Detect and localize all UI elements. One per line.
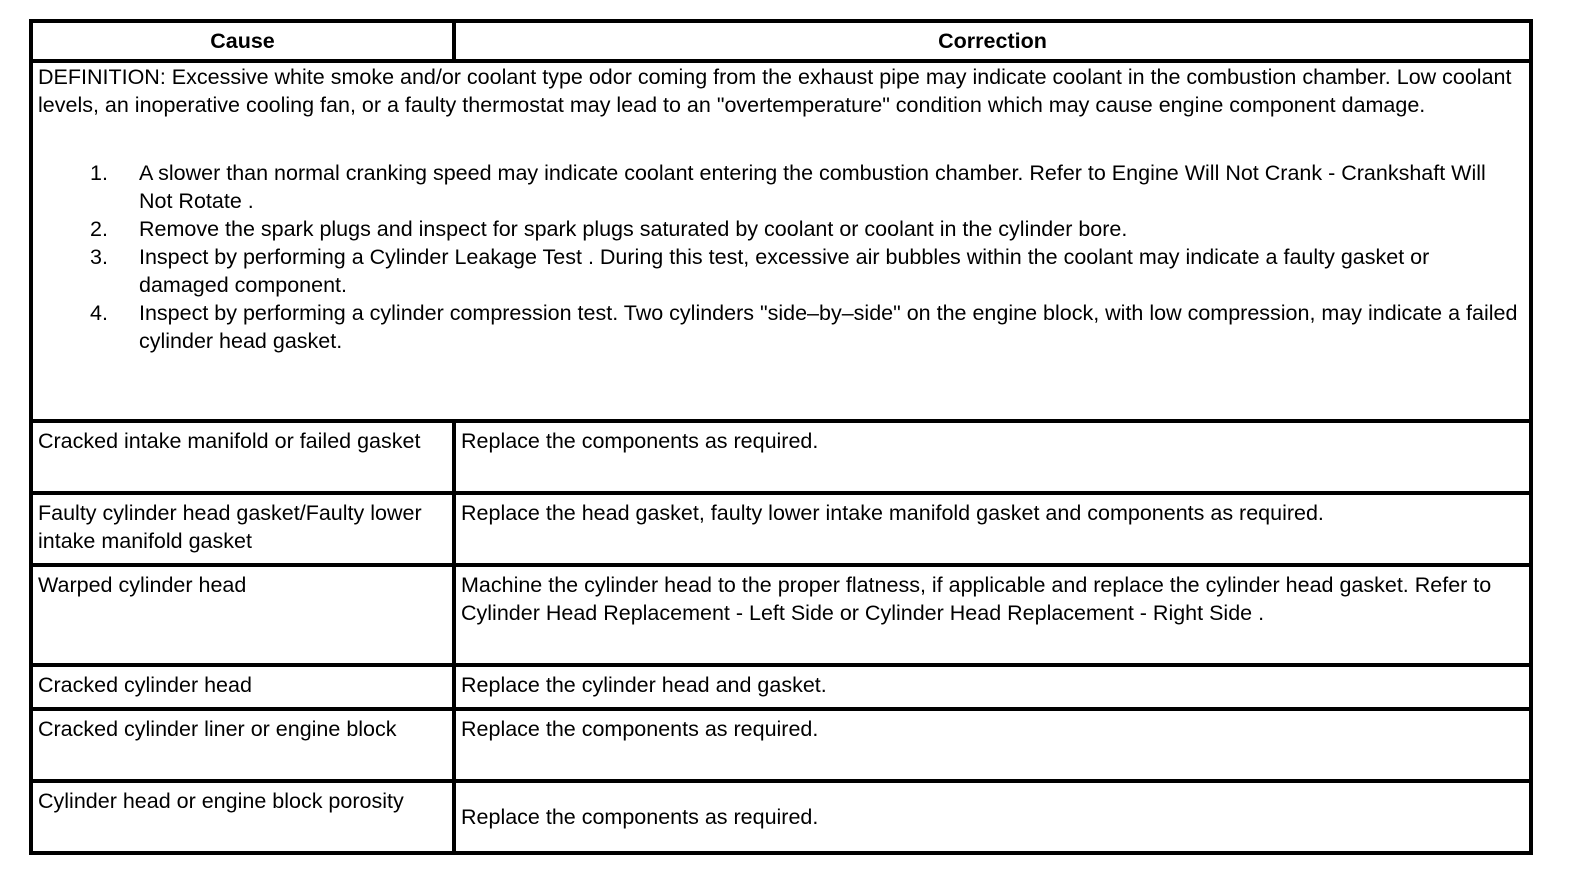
table-row [31, 421, 1531, 493]
step-number: 3. [90, 245, 108, 269]
step-item [38, 159, 1523, 215]
step-text: Remove the spark plugs and inspect for spark plugs saturated by coolant or coolant in the cylinder bore. [139, 217, 1128, 241]
cause-cell: Cylinder head or engine block porosity [31, 781, 454, 853]
table-row [31, 565, 1531, 665]
cause-cell: Cracked intake manifold or failed gasket [31, 421, 454, 493]
cause-cell: Warped cylinder head [31, 565, 454, 665]
step-item [38, 215, 1523, 243]
correction-cell: Replace the components as required. [454, 781, 1531, 853]
cause-cell: Cracked cylinder liner or engine block [31, 709, 454, 781]
step-text: Inspect by performing a cylinder compression test. Two cylinders "side–by–side" on the engine block, with low compression, may indicate a failed cylinder head gasket. [139, 301, 1518, 353]
table-row [31, 709, 1531, 781]
step-text: Inspect by performing a Cylinder Leakage Test . During this test, excessive air bubbles within the coolant may indicate a faulty gasket or damaged component. [139, 245, 1430, 297]
correction-cell: Replace the components as required. [454, 709, 1531, 781]
definition-cell [31, 61, 1531, 421]
correction-cell: Machine the cylinder head to the proper flatness, if applicable and replace the cylinder head gasket. Refer to Cylinder Head Replacement - Left Side or Cylinder Head Replacement - Right Side . [454, 565, 1531, 665]
correction-cell: Replace the components as required. [454, 421, 1531, 493]
step-number: 2. [90, 217, 108, 241]
cause-cell: Cracked cylinder head [31, 665, 454, 709]
step-number: 1. [90, 161, 108, 185]
table-row [31, 493, 1531, 565]
step-text: A slower than normal cranking speed may indicate coolant entering the combustion chamber. Refer to Engine Will Not Crank - Crankshaft Will Not Rotate . [139, 161, 1486, 213]
definition-text: DEFINITION: Excessive white smoke and/or coolant type odor coming from the exhaust pipe may indicate coolant in the combustion chamber. Low coolant levels, an inoperative cooling fan, or a faulty thermostat may lead to an "overtemperature" condition which may cause engine component damage. [38, 65, 1512, 117]
steps-list [38, 159, 1523, 355]
step-item [38, 299, 1523, 355]
diagnostic-table [29, 19, 1533, 855]
cause-header: Cause [31, 21, 454, 61]
correction-header: Correction [454, 21, 1531, 61]
table-row [31, 781, 1531, 853]
step-item [38, 243, 1523, 299]
definition-row [31, 61, 1531, 421]
step-number: 4. [90, 301, 108, 325]
cause-cell: Faulty cylinder head gasket/Faulty lower intake manifold gasket [31, 493, 454, 565]
correction-cell: Replace the cylinder head and gasket. [454, 665, 1531, 709]
table-row [31, 665, 1531, 709]
header-row [31, 21, 1531, 61]
correction-cell: Replace the head gasket, faulty lower intake manifold gasket and components as required. [454, 493, 1531, 565]
